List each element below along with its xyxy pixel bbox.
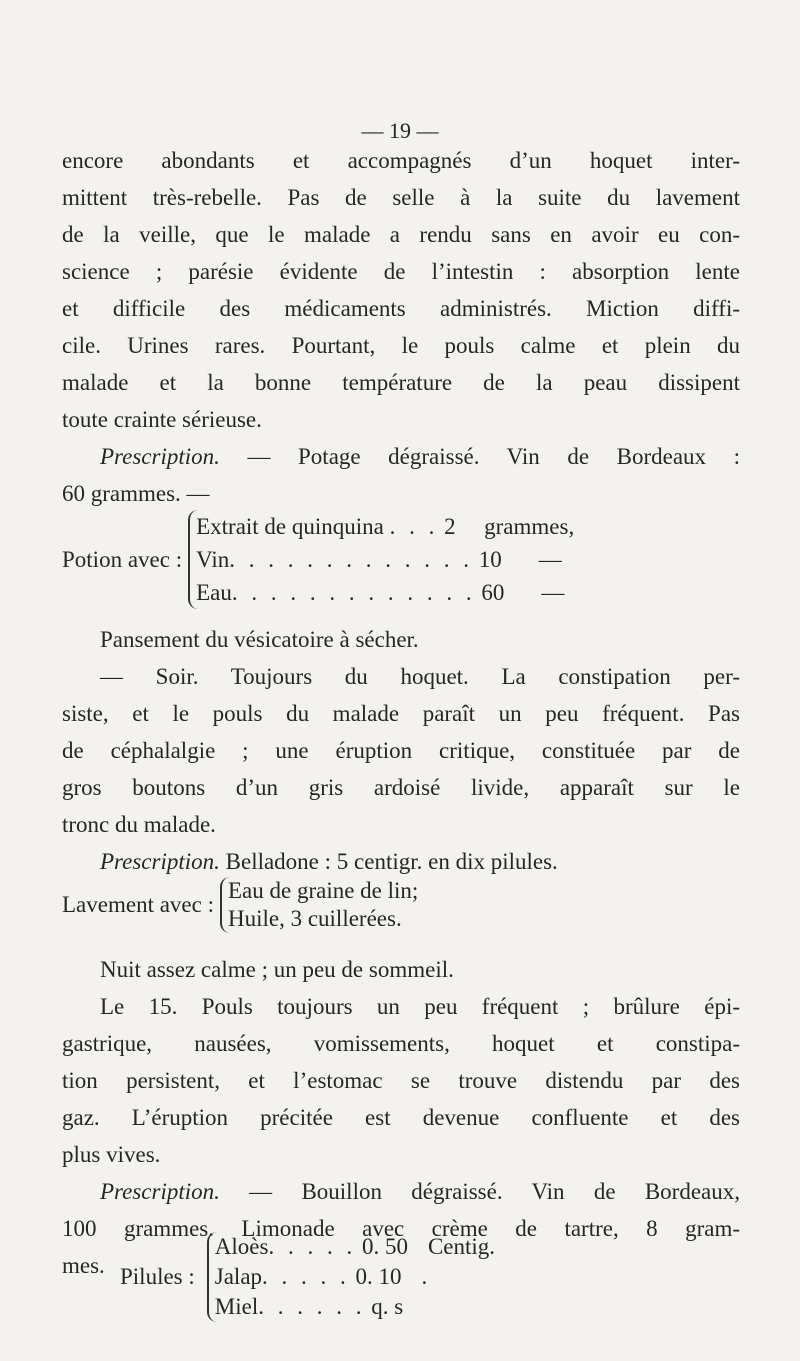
prescription-text: — Potage dégraissé. Vin de Bordeaux :: [219, 444, 740, 469]
recipe-item: Jalap . . . . . 0. 10 .: [214, 1264, 428, 1289]
paragraph-1: [62, 142, 740, 512]
recipe-brace: [207, 1232, 495, 1322]
prescription-label: Prescription.: [100, 1179, 220, 1204]
text-line: toute crainte sérieuse.: [62, 407, 262, 432]
recipe-item: Vin . . . . . . . . . . . . . 10 —: [196, 547, 562, 572]
recipe-item: Eau . . . . . . . . . . . . . 60 —: [196, 580, 565, 605]
recipe-item: Extrait de quinquina . . . 2 grammes,: [196, 514, 575, 539]
prescription-label: Prescription.: [100, 444, 220, 469]
text-line: plus vives.: [62, 1142, 161, 1167]
text-line: mes.: [62, 1253, 105, 1278]
potion-recipe: [62, 510, 574, 609]
pilules-recipe: [120, 1232, 495, 1322]
text-line: gros boutons d’un gris ardoisé livide, apparaît sur le: [62, 775, 740, 800]
text-line: mittent très-rebelle. Pas de selle à la suite du lavement: [62, 185, 740, 210]
prescription-text: Belladone : 5 centigr. en dix pilules.: [219, 849, 558, 874]
prescription-2: [62, 843, 740, 880]
text-line: Nuit assez calme ; un peu de sommeil.: [100, 957, 454, 982]
lavement-recipe: [62, 877, 418, 933]
prescription-3: [62, 1173, 740, 1210]
text-line: science ; parésie évidente de l’intestin : absorption lente: [62, 259, 740, 284]
paragraph-2: [62, 621, 740, 880]
text-line: siste, et le pouls du malade paraît un peu fréquent. Pas: [62, 701, 740, 726]
text-line: malade et la bonne température de la peau dissipent: [62, 370, 740, 395]
recipe-item: Aloès . . . . . 0. 50 Centig.: [214, 1234, 496, 1259]
prescription-label: Prescription.: [100, 849, 220, 874]
text-line: et difficile des médicaments administrés. Miction diffi-: [62, 296, 740, 321]
text-line: Pansement du vésicatoire à sécher.: [100, 627, 419, 652]
text-line: — Soir. Toujours du hoquet. La constipation per-: [100, 664, 740, 689]
recipe-lead: Potion avec :: [62, 546, 183, 572]
text-line: 60 grammes. —: [62, 481, 210, 506]
recipe-brace: [188, 510, 574, 609]
recipe-lead: Lavement avec :: [62, 892, 214, 917]
prescription-1: [62, 438, 740, 475]
text-line: de céphalalgie ; une éruption critique, constituée par de: [62, 738, 740, 763]
text-line: cile. Urines rares. Pourtant, le pouls calme et plein du: [62, 333, 740, 358]
text-line: gaz. L’éruption précitée est devenue confluente et des: [62, 1105, 740, 1130]
recipe-item: Huile, 3 cuillerées.: [227, 906, 402, 931]
recipe-item: Eau de graine de lin;: [227, 878, 419, 903]
text-line: de la veille, que le malade a rendu sans en avoir eu con-: [62, 222, 740, 247]
recipe-item: Miel . . . . . . q. s: [214, 1294, 404, 1319]
recipe-lead: Pilules :: [120, 1264, 195, 1289]
text-line: tronc du malade.: [62, 812, 216, 837]
text-line: gastrique, nausées, vomissements, hoquet et constipa-: [62, 1031, 740, 1056]
prescription-text: — Bouillon dégraissé. Vin de Bordeaux,: [219, 1179, 740, 1204]
text-line: encore abondants et accompagnés d’un hoquet inter-: [62, 148, 740, 173]
text-line: Le 15. Pouls toujours un peu fréquent ; brûlure épi-: [100, 994, 740, 1019]
page-number: — 19 —: [361, 118, 439, 143]
text-line: 100 grammes. Limonade avec crème de tartre, 8 gram-: [62, 1216, 740, 1241]
recipe-brace: [220, 877, 418, 933]
text-line: tion persistent, et l’estomac se trouve distendu par des: [62, 1068, 740, 1093]
